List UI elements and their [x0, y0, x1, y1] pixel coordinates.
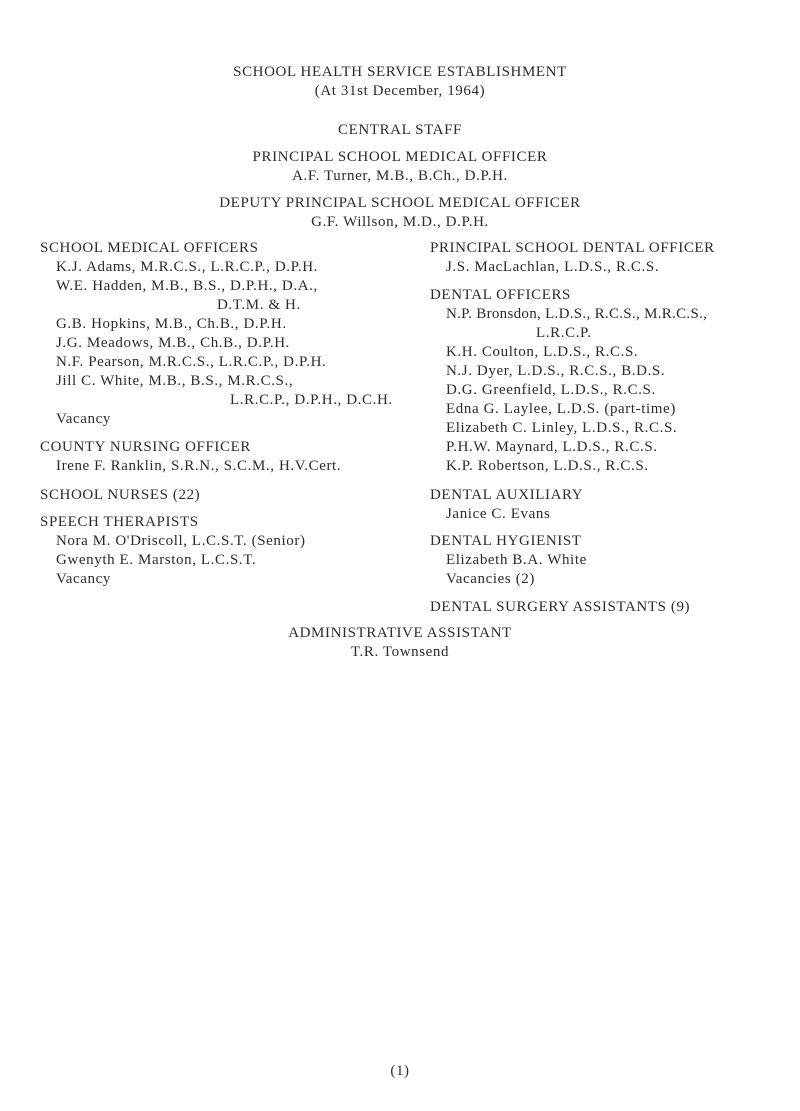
smo-entry: G.B. Hopkins, M.B., Ch.B., D.P.H. — [56, 316, 287, 332]
smo-entry: N.F. Pearson, M.R.C.S., L.R.C.P., D.P.H. — [56, 354, 327, 370]
left-column — [40, 239, 420, 589]
smo-entry-cont: L.R.C.P., D.P.H., D.C.H. — [230, 392, 393, 408]
speech-entry: Gwenyth E. Marston, L.C.S.T. — [56, 552, 257, 568]
do-entry: P.H.W. Maynard, L.D.S., R.C.S. — [446, 439, 658, 455]
speech-entry: Nora M. O'Driscoll, L.C.S.T. (Senior) — [56, 533, 306, 549]
central-staff-heading: CENTRAL STAFF — [338, 122, 462, 138]
school-nurses: SCHOOL NURSES (22) — [40, 487, 201, 503]
cno-heading: COUNTY NURSING OFFICER — [40, 439, 251, 455]
smo-entry: Vacancy — [56, 411, 112, 427]
page-number: (1) — [390, 1063, 410, 1079]
right-column — [430, 239, 798, 617]
admin-title: ADMINISTRATIVE ASSISTANT — [288, 625, 512, 641]
page-title: SCHOOL HEALTH SERVICE ESTABLISHMENT — [233, 64, 567, 80]
do-entry: D.G. Greenfield, L.D.S., R.C.S. — [446, 382, 656, 398]
smo-entry: K.J. Adams, M.R.C.S., L.R.C.P., D.P.H. — [56, 259, 319, 275]
smo-entry: J.G. Meadows, M.B., Ch.B., D.P.H. — [56, 335, 290, 351]
hygienist-heading: DENTAL HYGIENIST — [430, 533, 582, 549]
psmo-name: A.F. Turner, M.B., B.Ch., D.P.H. — [292, 168, 508, 184]
do-entry: K.H. Coulton, L.D.S., R.C.S. — [446, 344, 639, 360]
aux-heading: DENTAL AUXILIARY — [430, 487, 584, 503]
do-entry: Edna G. Laylee, L.D.S. (part-time) — [446, 401, 676, 417]
hygienist-entry: Vacancies (2) — [446, 571, 536, 587]
hygienist-entry: Elizabeth B.A. White — [446, 552, 587, 568]
page-subtitle: (At 31st December, 1964) — [314, 83, 486, 99]
psmo-title: PRINCIPAL SCHOOL MEDICAL OFFICER — [252, 149, 548, 165]
do-entry: N.J. Dyer, L.D.S., R.C.S., B.D.S. — [446, 363, 666, 379]
smo-heading: SCHOOL MEDICAL OFFICERS — [40, 240, 259, 256]
do-entry: Elizabeth C. Linley, L.D.S., R.C.S. — [446, 420, 678, 436]
speech-heading: SPEECH THERAPISTS — [40, 514, 199, 530]
do-entry: N.P. Bronsdon, L.D.S., R.C.S., M.R.C.S., — [446, 306, 708, 322]
psdo-heading: PRINCIPAL SCHOOL DENTAL OFFICER — [430, 240, 715, 256]
dpsmo-title: DEPUTY PRINCIPAL SCHOOL MEDICAL OFFICER — [219, 195, 581, 211]
smo-entry: Jill C. White, M.B., B.S., M.R.C.S., — [56, 373, 294, 389]
do-entry: K.P. Robertson, L.D.S., R.C.S. — [446, 458, 649, 474]
smo-entry: W.E. Hadden, M.B., B.S., D.P.H., D.A., — [56, 278, 318, 294]
aux-name: Janice C. Evans — [446, 506, 551, 522]
cno-name: Irene F. Ranklin, S.R.N., S.C.M., H.V.Cert. — [56, 458, 342, 474]
dpsmo-name: G.F. Willson, M.D., D.P.H. — [311, 214, 489, 230]
do-heading: DENTAL OFFICERS — [430, 287, 572, 303]
speech-entry: Vacancy — [56, 571, 112, 587]
dsa-heading: DENTAL SURGERY ASSISTANTS (9) — [430, 599, 691, 615]
admin-name: T.R. Townsend — [350, 644, 450, 660]
psdo-name: J.S. MacLachlan, L.D.S., R.C.S. — [446, 259, 660, 275]
smo-entry-cont: D.T.M. & H. — [217, 297, 301, 313]
do-entry-cont: L.R.C.P. — [536, 325, 592, 341]
